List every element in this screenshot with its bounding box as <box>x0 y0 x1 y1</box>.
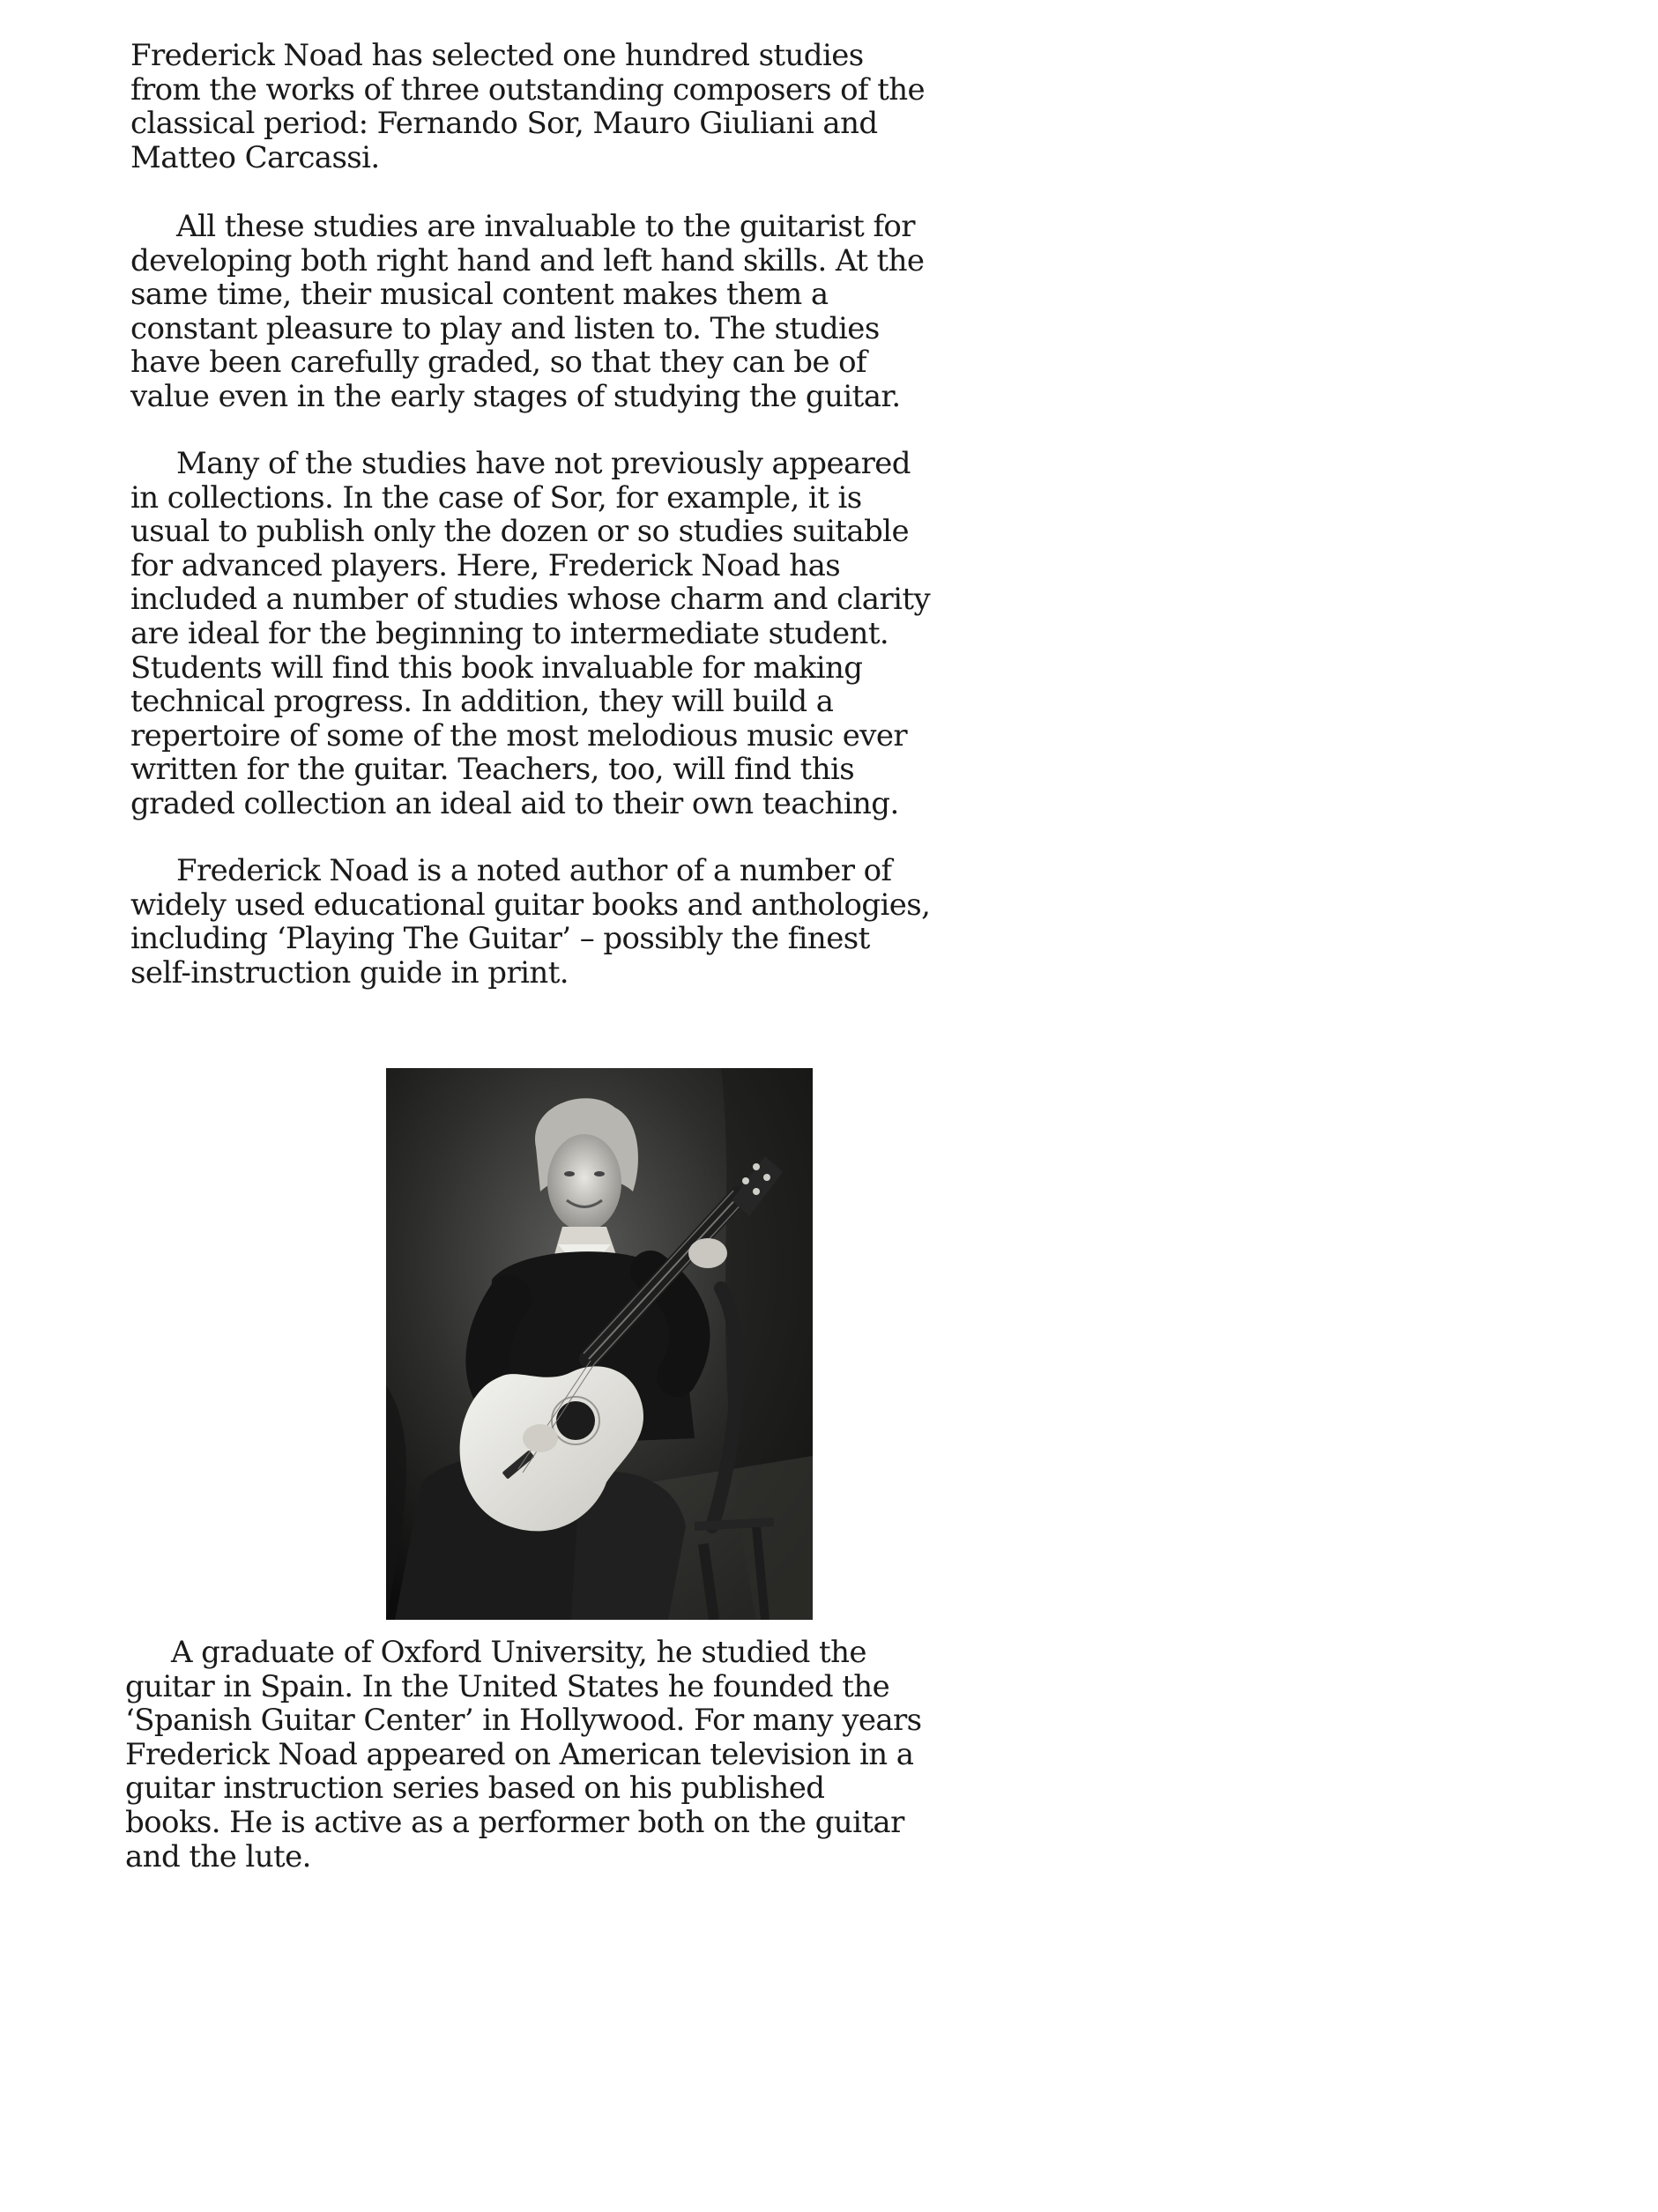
text-line: Frederick Noad is a noted author of a number of <box>176 853 892 888</box>
text-line: guitar instruction series based on his published <box>125 1770 825 1807</box>
text-line: self-instruction guide in print. <box>130 954 569 991</box>
text-line: from the works of three outstanding composers of the <box>130 71 926 108</box>
text-line: technical progress. In addition, they will build a <box>130 684 834 720</box>
text-line: A graduate of Oxford University, he studied the <box>171 1635 866 1670</box>
text-line: books. He is active as a performer both on the guitar <box>125 1804 904 1840</box>
text-line: constant pleasure to play and listen to. The studies <box>130 310 880 346</box>
text-line: ‘Spanish Guitar Center’ in Hollywood. For many years <box>125 1703 922 1739</box>
text-line: graded collection an ideal aid to their own teaching. <box>130 785 899 821</box>
text-line: and the lute. <box>125 1838 311 1874</box>
paragraph-intro <box>130 39 925 174</box>
text-line: in collections. In the case of Sor, for example, it is <box>130 479 862 516</box>
text-line: All these studies are invaluable to the guitarist for <box>176 209 915 244</box>
author-portrait-photo <box>386 1068 813 1620</box>
text-line: for advanced players. Here, Frederick Noad has <box>130 547 841 583</box>
guitarist-photo-illustration <box>386 1068 813 1620</box>
text-line: usual to publish only the dozen or so studies suitable <box>130 514 909 550</box>
text-line: repertoire of some of the most melodious music ever <box>130 717 908 753</box>
text-line: included a number of studies whose charm and clarity <box>130 582 931 618</box>
paragraph-author <box>130 854 930 990</box>
text-line: developing both right hand and left hand skills. At the <box>130 242 925 278</box>
paragraph-studies-value <box>130 210 924 414</box>
text-line: Students will find this book invaluable for making <box>130 649 863 686</box>
text-line: Frederick Noad has selected one hundred studies <box>130 38 864 73</box>
text-line: value even in the early stages of studying the guitar. <box>130 378 901 414</box>
text-line: have been carefully graded, so that they can be of <box>130 345 866 381</box>
text-line: classical period: Fernando Sor, Mauro Giuliani and <box>130 106 878 142</box>
text-line: Many of the studies have not previously appeared <box>176 446 911 481</box>
paragraph-biography <box>125 1636 922 1874</box>
text-line: including ‘Playing The Guitar’ – possibly the finest <box>130 921 870 957</box>
text-line: same time, their musical content makes them a <box>130 277 829 313</box>
text-line: are ideal for the beginning to intermediate student. <box>130 615 889 651</box>
text-line: guitar in Spain. In the United States he founded the <box>125 1668 890 1704</box>
text-line: Matteo Carcassi. <box>130 139 380 175</box>
paragraph-collections <box>130 447 930 821</box>
text-line: Frederick Noad appeared on American television in a <box>125 1736 914 1772</box>
text-line: written for the guitar. Teachers, too, will find this <box>130 752 855 788</box>
text-line: widely used educational guitar books and anthologies, <box>130 887 931 923</box>
